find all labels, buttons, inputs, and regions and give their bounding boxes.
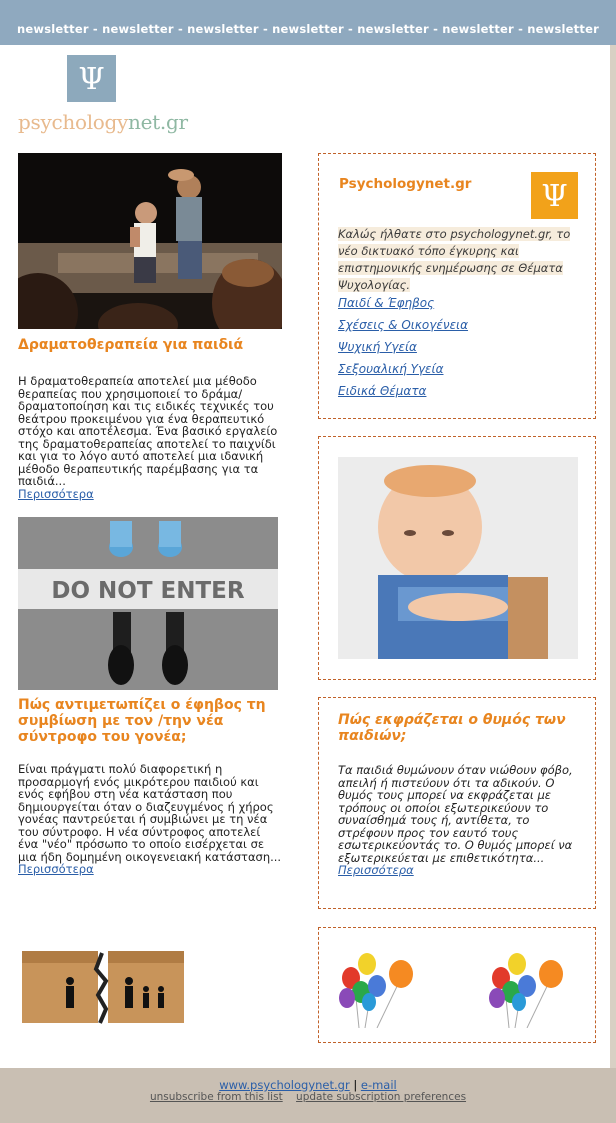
balloons-image[interactable] [337, 948, 577, 1028]
angry-child-image[interactable] [338, 457, 578, 659]
category-link[interactable]: Παιδί & Έφηβος [338, 296, 435, 310]
psi-icon[interactable] [67, 55, 116, 102]
newsletter-banner [0, 0, 616, 45]
category-link[interactable]: Σχέσεις & Οικογένεια [338, 318, 469, 332]
do-not-enter-text: DO NOT ENTER [51, 578, 245, 604]
category-link[interactable]: Σεξουαλική Υγεία [338, 362, 444, 376]
logo-part-a: psychology [18, 110, 129, 134]
read-more-link[interactable]: Περισσότερα [18, 486, 94, 501]
balloons-box [318, 927, 596, 1043]
article-text: Η δραματοθεραπεία αποτελεί μια μέθοδο θεραπείας που χρησιμοποιεί το δράμα/ δραματοποίηση και τις ειδικές τεχνικές του θεάτρου προκειμένου για ένα θεραπευτικό στόχο και αποτέλεσμα. Ένα βασικό εργαλείο της δραματοθεραπείας αποτελεί το παιχνίδι και για το λόγο αυτό αποτελεί μια ιδανική μέθοδο θεραπευτικής παρέμβασης για τα παιδιά... [18, 374, 278, 488]
moving-boxes-image[interactable] [18, 935, 188, 1025]
psi-icon[interactable] [531, 172, 578, 219]
unsubscribe-link[interactable]: unsubscribe from this list [149, 1091, 283, 1103]
svg-text:Ψ: Ψ [78, 62, 105, 97]
banner-text: newsletter - newsletter - newsletter - newsletter - newsletter - newsletter - newsletter [17, 22, 599, 36]
logo-part-b: net.gr [128, 110, 188, 134]
anger-article-box [318, 697, 596, 909]
article-body [18, 375, 282, 500]
child-image-box [318, 436, 596, 680]
site-link[interactable]: www.psychologynet.gr [219, 1078, 350, 1092]
site-name: Psychologynet.gr [339, 176, 472, 192]
do-not-enter-image[interactable] [18, 517, 278, 690]
category-link[interactable]: Ειδικά Θέματα [338, 384, 427, 398]
welcome-text: Καλώς ήλθατε στο psychologynet.gr, το νέο δικτυακό τόπο έγκυρης και επιστημονικής ενημέρωσης σε Θέματα Ψυχολογίας. [338, 227, 571, 292]
read-more-link[interactable]: Περισσότερα [18, 862, 94, 876]
article-text: Τα παιδιά θυμώνουν όταν νιώθουν φόβο, απειλή ή πιστεύουν ότι τα αδικούν. Ο θυμός τους μπορεί να εκφράζεται με τρόπους οι οποίοι εξωτερικεύουν το συναίσθημά τους ή, αντίθετα, το στρέφουν προς τον εαυτό τους εσωτερικεύοντάς το. Ο θυμός μπορεί να εξωτερικεύεται με επιθετικότητα... [338, 763, 573, 865]
article-text: Είναι πράγματι πολύ διαφορετική η προσαρμογή ενός μικρότερου παιδιού και ενός εφήβου στη νέα κατάσταση που δημιουργείται όταν ο διαζευγμένος ή χήρος γονέας παντρεύεται ή συμβιώνει με τη νέα του σύντροφο. Η νέα σύντροφος αποτελεί ένα "νέο" πρόσωπο το οποίο εισέρχεται σε μια ήδη δομημένη οικογενειακή κατάσταση... [18, 762, 282, 864]
category-link[interactable]: Ψυχική Υγεία [338, 340, 417, 354]
footer-prefs [0, 1091, 616, 1103]
article-body [18, 763, 282, 876]
article-body [338, 764, 578, 877]
svg-text:Ψ: Ψ [541, 179, 568, 214]
footer-separator: | [353, 1078, 358, 1092]
article-title[interactable]: Πώς εκφράζεται ο θυμός των παιδιών; [338, 712, 566, 744]
footer [0, 1068, 616, 1123]
site-logo[interactable] [18, 110, 188, 134]
read-more-link[interactable]: Περισσότερα [338, 863, 414, 877]
article-title[interactable]: Δραματοθεραπεία για παιδιά [18, 337, 244, 353]
site-info-box [318, 153, 596, 419]
right-border [610, 45, 616, 1068]
email-link[interactable]: e-mail [360, 1078, 397, 1092]
article-title[interactable]: Πώς αντιμετωπίζει ο έφηβος τη συμβίωση με τον /την νέα σύντροφο του γονέα; [18, 697, 266, 745]
footer-links [0, 1078, 616, 1092]
update-preferences-link[interactable]: update subscription preferences [296, 1091, 467, 1103]
drama-therapy-image[interactable] [18, 153, 282, 329]
